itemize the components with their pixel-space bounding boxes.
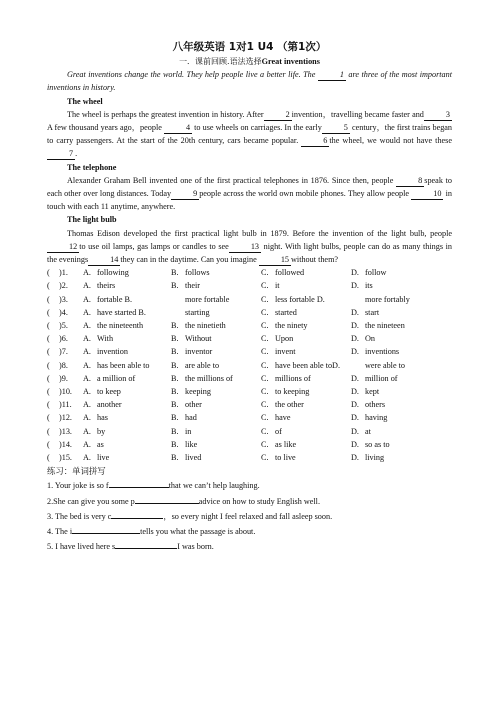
question-number: )5. [59,321,68,331]
option-a-text[interactable]: theirs [97,281,116,291]
option-b-letter [171,306,185,319]
option-a-text[interactable]: another [97,400,122,410]
option-d-text[interactable]: were able to [365,360,406,370]
option-c-text[interactable]: as like [275,439,297,449]
blank-10[interactable]: 10 [411,189,443,200]
exercise-title: 练习：单词拼写 [47,466,106,477]
heading-wheel: The wheel [67,96,103,106]
question-row [47,319,452,332]
option-d-letter: D. [351,281,359,291]
option-d-text[interactable]: inventions [365,347,400,357]
answer-bracket[interactable]: ( [47,307,50,317]
option-a-letter: A. [83,387,91,397]
option-b-letter: B. [171,334,179,344]
option-d-letter: D. [351,413,359,423]
blank-4[interactable]: 4 [164,123,192,134]
option-d-text[interactable]: million of [365,373,398,383]
exercise-prompt: 1. Your joke is so f [47,481,109,491]
question-row [47,451,452,464]
option-d-text[interactable]: having [365,413,388,423]
question-number: )15. [59,453,72,463]
answer-bracket[interactable]: ( [47,281,50,291]
page-title: 八年级英语 1对1 U4 （第1次） [172,41,327,53]
option-b-letter: B. [171,426,179,436]
option-d-text[interactable]: so as to [365,439,390,449]
option-d-text[interactable]: others [365,400,386,410]
answer-bracket[interactable]: ( [47,321,50,331]
answer-bracket[interactable]: ( [47,400,50,410]
question-number: )1. [59,268,68,278]
option-d-letter: D. [351,373,359,383]
option-a-text[interactable]: the nineteenth [97,321,144,331]
question-row [47,359,452,372]
option-b-text[interactable]: like [185,439,198,449]
question-number: )13. [59,426,72,436]
answer-blank[interactable] [115,539,177,549]
option-a-text[interactable]: fortable B. [97,294,133,304]
option-c-text[interactable]: of [275,426,282,436]
option-b-letter: B. [171,268,179,278]
blank-7[interactable]: 7 [47,149,75,160]
option-d-letter: D. [351,347,359,357]
option-a-text[interactable]: has been able to [97,360,150,370]
option-b-text[interactable]: more fortable [185,294,230,304]
option-d-text[interactable]: its [365,281,373,291]
option-b-text[interactable]: had [185,413,197,423]
option-c-text[interactable]: Upon [275,334,294,344]
option-a-letter: A. [83,360,91,370]
question-number: )3. [59,294,68,304]
blank-15[interactable]: 15 [259,255,291,266]
option-b-letter: B. [171,281,179,291]
option-d-text[interactable]: living [365,453,385,463]
wheel-paragraph: The wheel is perhaps the greatest invention in history. After 2 invention，travelling became faster and 3A few thousand years ago，people 4 to use wheels on carriages. In the early 5 century，the first trains began to carry passengers. At the start of the 20th century, cars became popular. 6 the wheel, we would not have these7 . [47,109,453,159]
option-a-text[interactable]: by [97,426,106,436]
option-b-text[interactable]: keeping [185,387,211,397]
blank-9[interactable]: 9 [171,189,199,200]
option-b-text[interactable]: inventor [185,347,213,357]
option-d-text[interactable]: at [365,426,371,436]
answer-bracket[interactable]: ( [47,426,50,436]
blank-8[interactable]: 8 [396,176,424,187]
option-c-text[interactable]: the ninety [275,321,308,331]
answer-bracket[interactable]: ( [47,387,50,397]
option-d-letter: D. [351,439,359,449]
option-c-letter: C. [261,426,269,436]
question-number: )7. [59,347,68,357]
option-a-letter: A. [83,281,91,291]
option-c-letter: C. [261,453,269,463]
option-c-text[interactable]: have been able toD. [275,360,341,370]
option-a-text[interactable]: live [97,453,110,463]
question-row [47,345,452,358]
question-row [47,425,452,438]
option-d-letter: D. [351,321,359,331]
option-c-letter: C. [261,268,269,278]
option-b-letter: B. [171,360,179,370]
subtitle-topic: Great inventions [261,57,320,66]
blank-2[interactable]: 2 [264,110,292,121]
option-a-letter: A. [83,400,91,410]
option-d-letter: D. [351,426,359,436]
question-number: )8. [59,360,68,370]
worksheet [47,40,452,555]
option-a-letter: A. [83,413,91,423]
option-a-text[interactable]: invention [97,347,128,357]
option-a-text[interactable]: has [97,413,108,423]
option-b-letter: B. [171,439,179,449]
question-row [47,332,452,345]
option-b-text[interactable]: lived [185,453,202,463]
exercise-item [47,524,452,539]
option-c-letter: C. [261,307,269,317]
option-d-letter [351,359,365,372]
option-b-text[interactable]: the millions of [185,373,233,383]
intro-paragraph: Great inventions change the world. They help people live a better life. The 1 are three of the most important inventions in history. [47,70,452,93]
option-c-text[interactable]: millions of [275,373,311,383]
blank-3[interactable]: 3 [424,110,452,121]
option-d-letter [351,293,365,306]
question-number: )10. [59,387,72,397]
question-row [47,266,452,279]
answer-bracket[interactable]: ( [47,413,50,423]
blank-13[interactable]: 13 [229,242,261,253]
option-c-letter: C. [261,413,269,423]
answer-bracket[interactable]: ( [47,439,50,449]
question-row [47,438,452,451]
option-c-text[interactable]: followed [275,268,305,278]
options-table [47,266,452,464]
option-c-text[interactable]: to live [275,453,296,463]
blank-14[interactable]: 14 [88,255,120,266]
exercise-prompt: 2.She can give you some p [47,496,135,506]
telephone-paragraph: Alexander Graham Bell invented one of the first practical telephones in 1876. Since then, people 8 speak to each other over long distances. Today 9 people across the world own mobile phones. They allow people 10 in touch with each 11 anytime, anywhere. [47,175,453,212]
option-c-text[interactable]: the other [275,400,304,410]
question-number: )12. [59,413,72,423]
option-d-letter: D. [351,387,359,397]
option-c-letter: C. [261,321,269,331]
option-a-letter: A. [83,334,91,344]
question-number: )14. [59,439,72,449]
answer-bracket[interactable]: ( [47,268,50,278]
exercise-rest: that we can’t help laughing. [168,481,260,491]
option-b-letter: B. [171,347,179,357]
answer-blank[interactable] [111,509,163,519]
option-a-letter: A. [83,453,91,463]
answer-blank[interactable] [109,478,169,488]
exercise-item [47,509,452,524]
question-row [47,279,452,292]
option-a-letter: A. [83,294,91,304]
option-d-text[interactable]: On [365,334,376,344]
light-bulb-paragraph: Thomas Edison developed the first practical light bulb in 1879. Before the invention of the light bulb, people12 to use oil lamps, gas lamps or candles to see 13 night. With light bulbs, people can do as many things in the evenings 14 they can in the daytime. Can you imagine 15 without them? [47,228,453,265]
option-b-letter: B. [171,413,179,423]
question-row [47,372,452,385]
option-c-letter: C. [261,294,269,304]
exercise-prompt: 5. I have lived here s [47,542,116,552]
option-d-text[interactable]: kept [365,387,380,397]
option-a-text[interactable]: to keep [97,387,121,397]
exercise-prompt: 3. The bed is very c [47,511,112,521]
heading-telephone: The telephone [67,162,117,172]
exercise-item [47,494,452,509]
exercise-rest: tells you what the passage is about. [140,527,256,537]
section-subtitle [47,55,452,68]
blank-1[interactable]: 1 [318,70,346,81]
subtitle-prefix: 一．课前回顾.语法选择 [179,57,262,66]
exercise-rest: I was born. [177,542,214,552]
question-row [47,306,452,319]
option-c-letter: C. [261,281,269,291]
option-c-letter: C. [261,347,269,357]
answer-bracket[interactable]: ( [47,347,50,357]
option-c-text[interactable]: it [275,281,280,291]
option-a-text[interactable]: With [97,334,114,344]
exercise-prompt: 4. The i [47,527,73,537]
option-b-letter: B. [171,400,179,410]
option-c-text[interactable]: to keeping [275,387,310,397]
option-d-letter: D. [351,268,359,278]
option-c-text[interactable]: have [275,413,291,423]
option-b-text[interactable]: follows [185,268,210,278]
option-a-letter: A. [83,439,91,449]
option-c-text[interactable]: less fortable D. [275,294,325,304]
option-a-text[interactable]: as [97,439,104,449]
option-b-text[interactable]: in [185,426,192,436]
option-b-letter [171,293,185,306]
option-c-letter: C. [261,387,269,397]
answer-bracket[interactable]: ( [47,360,50,370]
option-c-text[interactable]: invent [275,347,296,357]
question-row [47,385,452,398]
answer-bracket[interactable]: ( [47,334,50,344]
option-d-text[interactable]: start [365,307,380,317]
answer-blank[interactable] [72,524,140,534]
option-b-letter: B. [171,453,179,463]
question-row [47,398,452,411]
exercise-rest: ，so every night I feel relaxed and fall asleep soon. [163,511,333,521]
option-c-letter: C. [261,373,269,383]
option-d-letter: D. [351,307,359,317]
exercise-item [47,539,452,554]
option-b-text[interactable]: their [185,281,201,291]
option-a-letter: A. [83,321,91,331]
option-a-text[interactable]: have started B. [97,307,146,317]
option-b-letter: B. [171,387,179,397]
option-d-letter: D. [351,334,359,344]
option-d-letter: D. [351,400,359,410]
option-a-letter: A. [83,268,91,278]
answer-bracket[interactable]: ( [47,294,50,304]
option-c-letter: C. [261,400,269,410]
question-row [47,293,452,306]
option-a-text[interactable]: following [97,268,129,278]
option-d-text[interactable]: the nineteen [365,321,405,331]
heading-light-bulb: The light bulb [67,215,117,225]
question-number: )9. [59,373,68,383]
option-a-letter: A. [83,307,91,317]
option-a-letter: A. [83,347,91,357]
exercise-list [47,478,452,554]
option-d-text[interactable]: follow [365,268,387,278]
option-c-letter: C. [261,439,269,449]
option-b-text[interactable]: starting [185,307,210,317]
option-b-text[interactable]: the ninetieth [185,321,226,331]
option-d-letter: D. [351,453,359,463]
option-b-text[interactable]: are able to [185,360,220,370]
option-b-letter: B. [171,321,179,331]
answer-bracket[interactable]: ( [47,453,50,463]
blank-5[interactable]: 5 [322,123,350,134]
answer-bracket[interactable]: ( [47,373,50,383]
option-c-letter: C. [261,360,269,370]
option-d-text[interactable]: more fortably [365,294,410,304]
question-number: )6. [59,334,68,344]
blank-6[interactable]: 6 [301,136,329,147]
question-number: )4. [59,307,68,317]
option-c-text[interactable]: started [275,307,297,317]
option-a-letter: A. [83,373,91,383]
question-row [47,411,452,424]
exercise-rest: advice on how to study English well. [198,496,320,506]
question-number: )11. [59,400,72,410]
option-b-text[interactable]: other [185,400,202,410]
blank-12[interactable]: 12 [47,242,79,253]
option-a-text[interactable]: a million of [97,373,136,383]
option-b-letter: B. [171,373,179,383]
answer-blank[interactable] [135,494,199,504]
option-b-text[interactable]: Without [185,334,212,344]
option-c-letter: C. [261,334,269,344]
exercise-item [47,478,452,493]
option-a-letter: A. [83,426,91,436]
question-number: )2. [59,281,68,291]
